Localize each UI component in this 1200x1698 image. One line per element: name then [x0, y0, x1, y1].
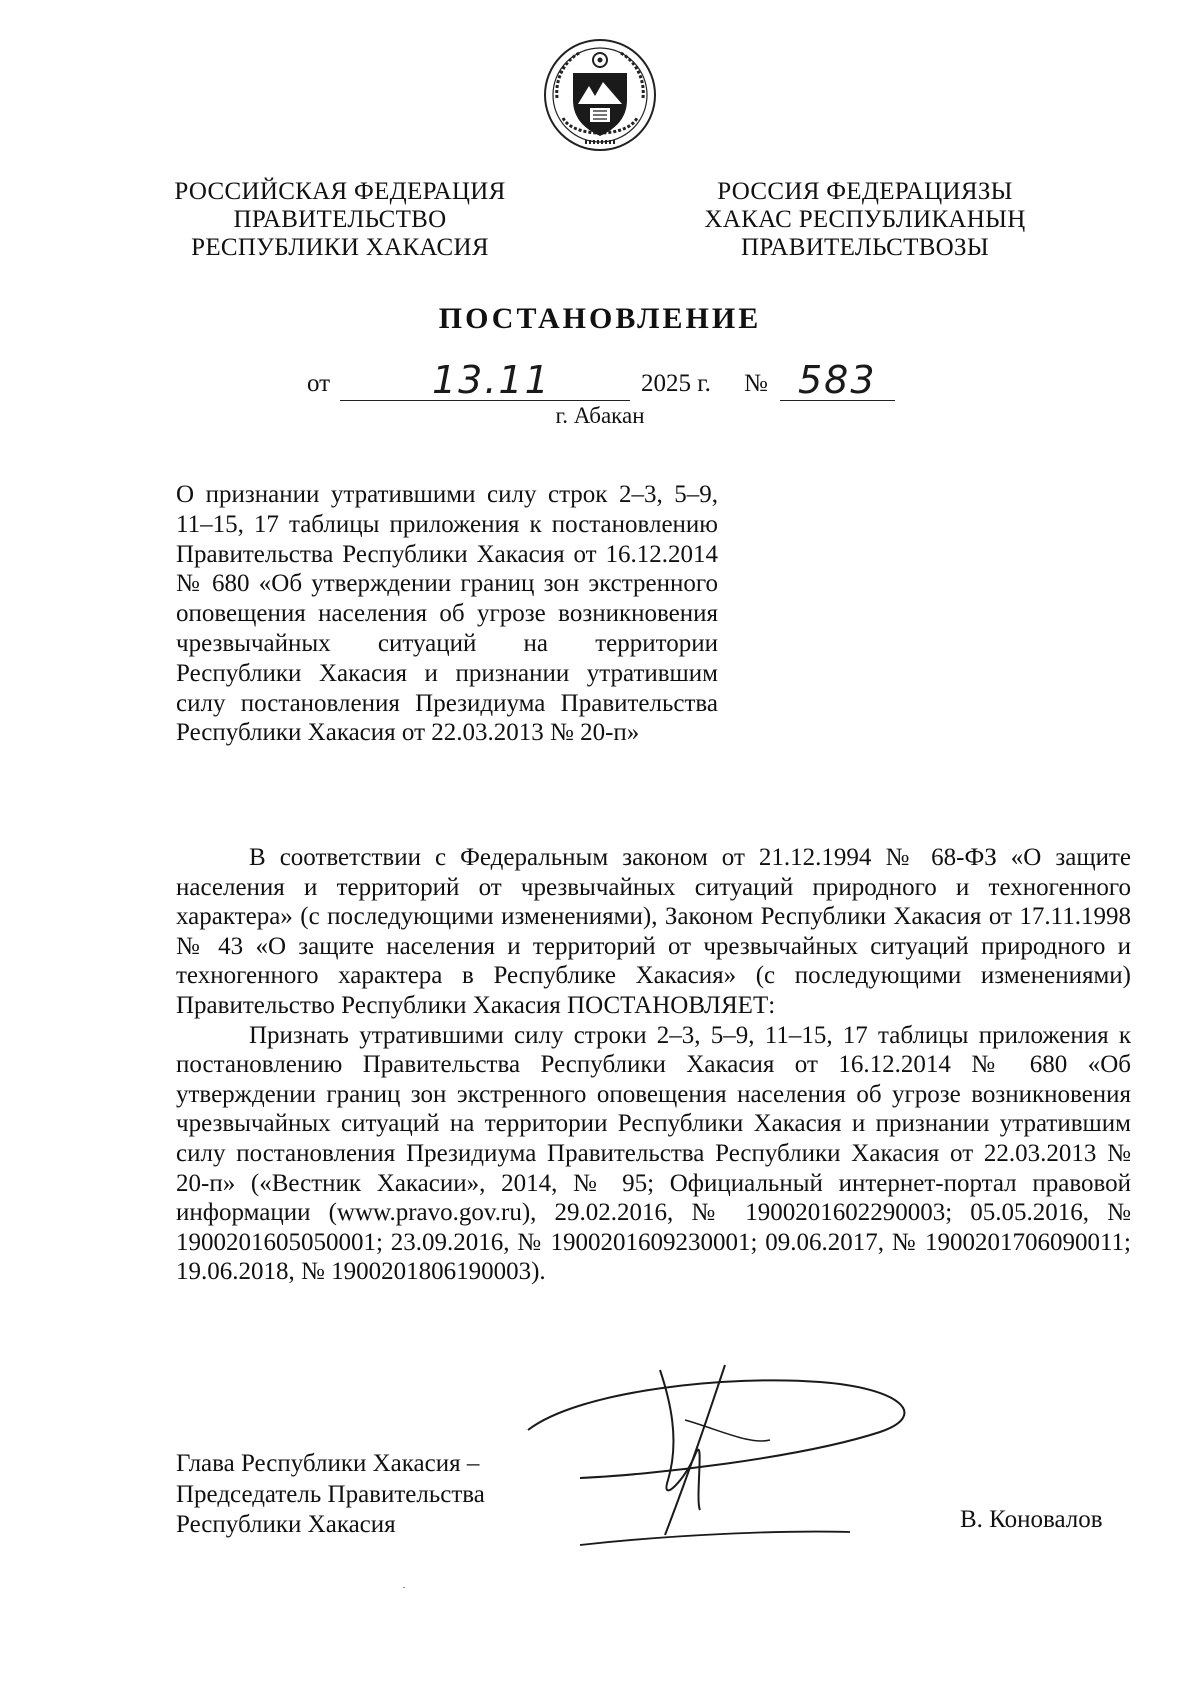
header-left-line: РОССИЙСКАЯ ФЕДЕРАЦИЯ	[174, 178, 506, 205]
handwritten-number: 583	[798, 358, 877, 402]
date-number-line	[0, 358, 1200, 406]
signature-icon	[520, 1360, 940, 1560]
header-left-line: ПРАВИТЕЛЬСТВО	[233, 206, 447, 233]
header-right-line: ХАКАС РЕСПУБЛИКАНЫҢ	[704, 206, 1026, 233]
header-right	[655, 178, 1075, 262]
from-label: от	[307, 370, 331, 397]
coat-of-arms-icon	[543, 38, 657, 152]
preamble-paragraph: В соответствии с Федеральным законом от 21.12.1994 № 68-ФЗ «О защите населения и территорий от чрезвычайных ситуаций природного и техногенного характера» (с последующими изменениями), Законом Республики Хакасия от 17.11.1998 № 43 «О защите населения и территорий от чрезвычайных ситуаций природного и техногенного характера в Республике Хакасия» (с последующими изменениями) Правительство Республики Хакасия ПОСТАНОВЛЯЕТ:	[176, 844, 1131, 1019]
handwritten-date: 13.11	[432, 358, 551, 402]
document-body	[176, 843, 1131, 1287]
header-right-line: РОССИЯ ФЕДЕРАЦИЯЗЫ	[717, 178, 1013, 205]
signatory-name: В. Коновалов	[960, 1506, 1103, 1533]
signatory-position-line: Председатель Правительства	[176, 1480, 485, 1508]
year-label: 2025 г.	[641, 370, 711, 397]
signatory-position-line: Республики Хакасия	[176, 1511, 396, 1538]
scan-speck	[403, 1587, 405, 1588]
signatory-position-line: Глава Республики Хакасия –	[176, 1450, 480, 1477]
document-type: ПОСТАНОВЛЕНИЕ	[438, 302, 762, 335]
resolution-paragraph: Признать утратившими силу строки 2–3, 5–9, 11–15, 17 таблицы приложения к постановлению Правительства Республики Хакасия от 16.12.2014 № 680 «Об утверждении границ зон экстренного оповещения населения об угрозе возникновения чрезвычайных ситуаций на территории Республики Хакасия и признании утратившим силу постановления Президиума Правительства Республики Хакасия от 22.03.2013 № 20-п» («Вестник Хакасии», 2014, № 95; Официальный интернет-портал правовой информации (www.pravo.gov.ru), 29.02.2016, № 1900201602290003; 05.05.2016, № 1900201605050001; 23.09.2016, № 1900201609230001; 09.06.2017, № 1900201706090011; 19.06.2018, № 1900201806190003).	[176, 1021, 1131, 1286]
city: г. Абакан	[555, 403, 645, 428]
header-right-line: ПРАВИТЕЛЬСТВОЗЫ	[741, 234, 989, 261]
document-title: О признании утратившими силу строк 2–3, 5–9, 11–15, 17 таблицы приложения к постановлению Правительства Республики Хакасия от 16.12.2014 № 680 «Об утверждении границ зон экстренного оповещения населения об угрозе возникновения чрезвычайных ситуаций на территории Республики Хакасия и признании утратившим силу постановления Президиума Правительства Республики Хакасия от 22.03.2013 № 20-п»	[176, 481, 718, 747]
number-label: №	[744, 370, 768, 397]
header-left	[130, 178, 550, 262]
signatory-position	[176, 1449, 485, 1541]
header-left-line: РЕСПУБЛИКИ ХАКАСИЯ	[191, 234, 489, 261]
